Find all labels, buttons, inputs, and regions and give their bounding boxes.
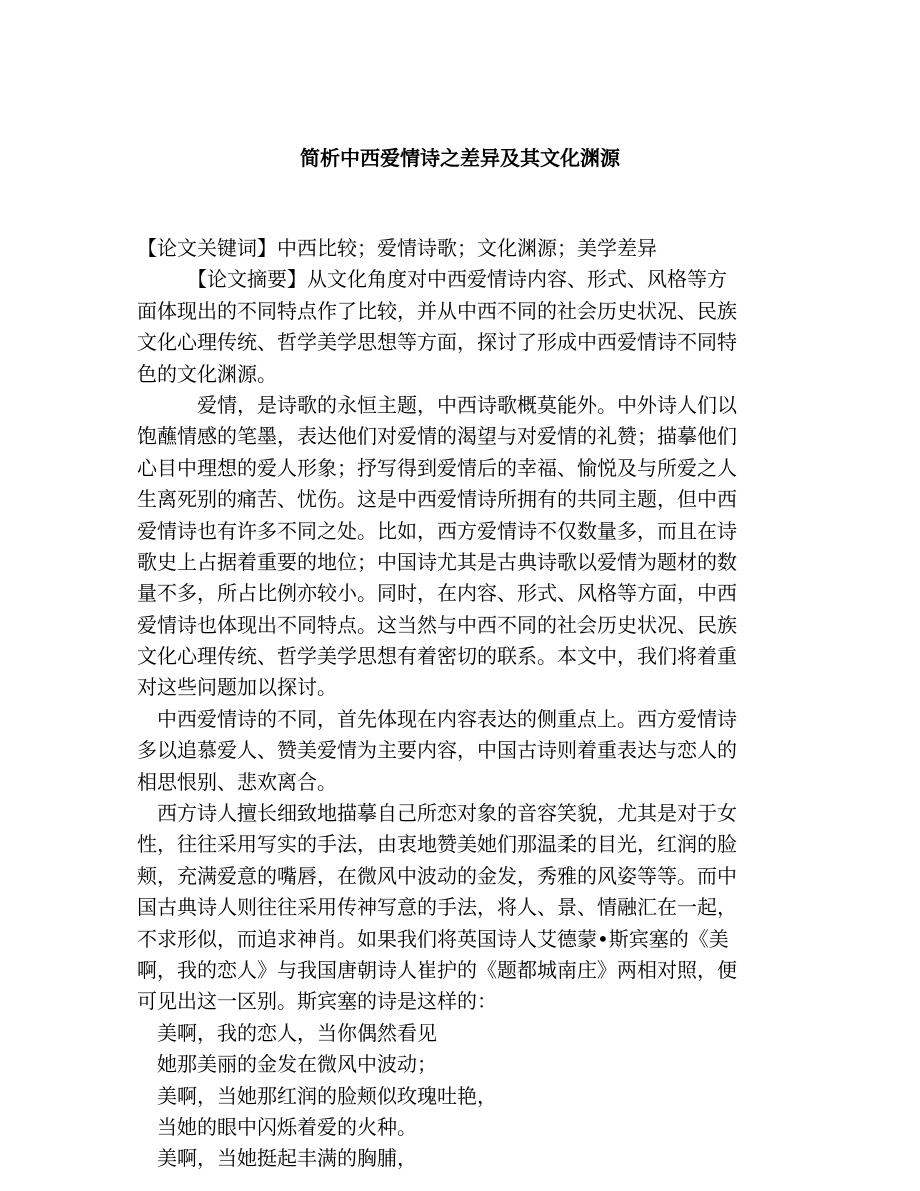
paragraph-line: 爱情诗也有许多不同之处。比如，西方爱情诗不仅数量多，而且在诗 xyxy=(137,518,737,543)
paragraph-line: 文化心理传统、哲学美学思想有着密切的联系。本文中，我们将着重 xyxy=(137,644,737,669)
document-body xyxy=(137,233,777,1175)
paragraph-line: 饱蘸情感的笔墨，表达他们对爱情的渴望与对爱情的礼赞；描摹他们 xyxy=(137,424,737,449)
paragraph-line: 性，往往采用写实的手法，由衷地赞美她们那温柔的目光，红润的脸 xyxy=(137,832,737,857)
paragraph-line: 中西爱情诗的不同，首先体现在内容表达的侧重点上。西方爱情诗 xyxy=(137,706,737,731)
paragraph-line: 相思恨别、悲欢离合。 xyxy=(137,769,337,794)
poem-line: 她那美丽的金发在微风中波动； xyxy=(137,1052,437,1077)
paragraph-line: 量不多，所占比例亦较小。同时，在内容、形式、风格等方面，中西 xyxy=(137,581,737,606)
paragraph-line: 不求形似，而追求神肖。如果我们将英国诗人艾德蒙•斯宾塞的《美 xyxy=(137,926,729,951)
paragraph-line: 可见出这一区别。斯宾塞的诗是这样的： xyxy=(137,989,497,1014)
paragraph-line: 颊，充满爱意的嘴唇，在微风中波动的金发，秀雅的风姿等等。而中 xyxy=(137,863,737,888)
paragraph-line: 生离死别的痛苦、忧伤。这是中西爱情诗所拥有的共同主题，但中西 xyxy=(137,487,737,512)
poem-line: 美啊，当她那红润的脸颊似玫瑰吐艳， xyxy=(137,1083,497,1108)
paragraph-line: 对这些问题加以探讨。 xyxy=(137,675,337,700)
poem-line: 美啊，当她挺起丰满的胸脯， xyxy=(137,1146,417,1171)
paragraph-line: 国古典诗人则往往采用传神写意的手法，将人、景、情融汇在一起， xyxy=(137,895,737,920)
abstract-line: 面体现出的不同特点作了比较，并从中西不同的社会历史状况、民族 xyxy=(137,298,737,323)
paragraph-line: 啊，我的恋人》与我国唐朝诗人崔护的《题都城南庄》两相对照，便 xyxy=(137,957,737,982)
abstract-line: 文化心理传统、哲学美学思想等方面，探讨了形成中西爱情诗不同特 xyxy=(137,330,737,355)
abstract-line: 【论文摘要】从文化角度对中西爱情诗内容、形式、风格等方 xyxy=(137,267,727,292)
paragraph-line: 多以追慕爱人、赞美爱情为主要内容，中国古诗则着重表达与恋人的 xyxy=(137,738,737,763)
keywords-line: 【论文关键词】中西比较；爱情诗歌；文化渊源；美学差异 xyxy=(137,236,657,260)
paragraph-line: 心目中理想的爱人形象；抒写得到爱情后的幸福、愉悦及与所爱之人 xyxy=(137,455,737,480)
poem-line: 美啊，我的恋人，当你偶然看见 xyxy=(137,1020,437,1045)
paragraph-line: 爱情，是诗歌的永恒主题，中西诗歌概莫能外。中外诗人们以 xyxy=(137,392,737,417)
paragraph-line: 西方诗人擅长细致地描摹自己所恋对象的音容笑貌，尤其是对于女 xyxy=(137,801,737,826)
poem-line: 当她的眼中闪烁着爱的火种。 xyxy=(137,1114,417,1139)
paragraph-line: 歌史上占据着重要的地位；中国诗尤其是古典诗歌以爱情为题材的数 xyxy=(137,549,737,574)
paragraph-line: 爱情诗也体现出不同特点。这当然与中西不同的社会历史状况、民族 xyxy=(137,612,737,637)
document-title: 简析中西爱情诗之差异及其文化渊源 xyxy=(300,146,620,170)
abstract-line: 色的文化渊源。 xyxy=(137,361,277,386)
